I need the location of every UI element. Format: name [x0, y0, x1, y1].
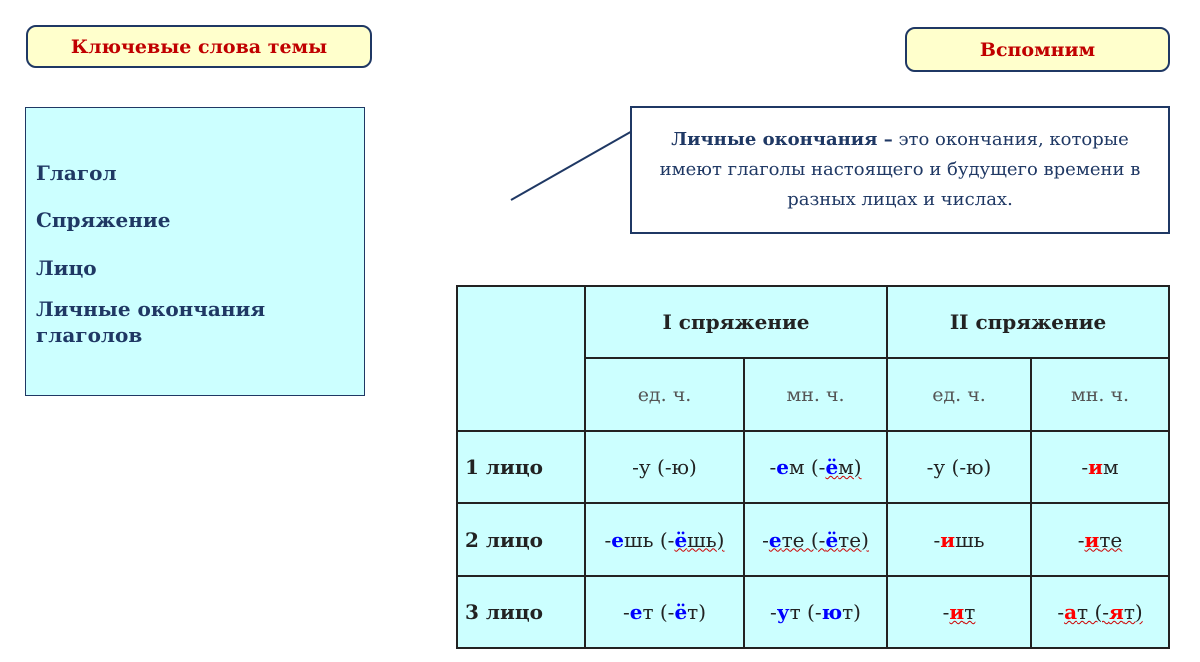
ending-cell: -ешь (-ёшь)	[585, 503, 744, 576]
ending-cell: -ишь	[887, 503, 1031, 576]
keyword-item: Глагол	[36, 161, 117, 185]
row-label: 3 лицо	[457, 576, 585, 648]
ending-cell: -ет (-ёт)	[585, 576, 744, 648]
definition-term: Личные окончания –	[671, 129, 893, 150]
row-label: 2 лицо	[457, 503, 585, 576]
header-plural: мн. ч.	[744, 358, 887, 431]
row-label: 1 лицо	[457, 431, 585, 503]
ending-cell: -ем (-ём)	[744, 431, 887, 503]
ending-cell: -ите	[1031, 503, 1169, 576]
ending-cell: -ит	[887, 576, 1031, 648]
corner-cell	[457, 286, 585, 431]
keyword-item: Лицо	[36, 256, 97, 280]
header-conj-2: II спряжение	[887, 286, 1169, 358]
recall-title: Вспомним	[905, 27, 1170, 72]
header-plural: мн. ч.	[1031, 358, 1169, 431]
keywords-box	[25, 107, 365, 396]
ending-cell: -у (-ю)	[585, 431, 744, 503]
header-singular: ед. ч.	[585, 358, 744, 431]
ending-cell: -у (-ю)	[887, 431, 1031, 503]
definition-box	[630, 106, 1170, 234]
ending-cell: -им	[1031, 431, 1169, 503]
keywords-title: Ключевые слова темы	[26, 25, 372, 68]
header-singular: ед. ч.	[887, 358, 1031, 431]
keyword-item: Личные окончания глаголов	[36, 297, 266, 347]
header-conj-1: I спряжение	[585, 286, 887, 358]
conjugation-table	[456, 285, 1170, 649]
ending-cell: -ат (-ят)	[1031, 576, 1169, 648]
definition-text: это окончания, которые имеют глаголы настоящего и будущего времени в разных лицах и числах.	[659, 129, 1141, 210]
ending-cell: -ете (-ёте)	[744, 503, 887, 576]
ending-cell: -ут (-ют)	[744, 576, 887, 648]
keyword-item: Спряжение	[36, 208, 171, 232]
